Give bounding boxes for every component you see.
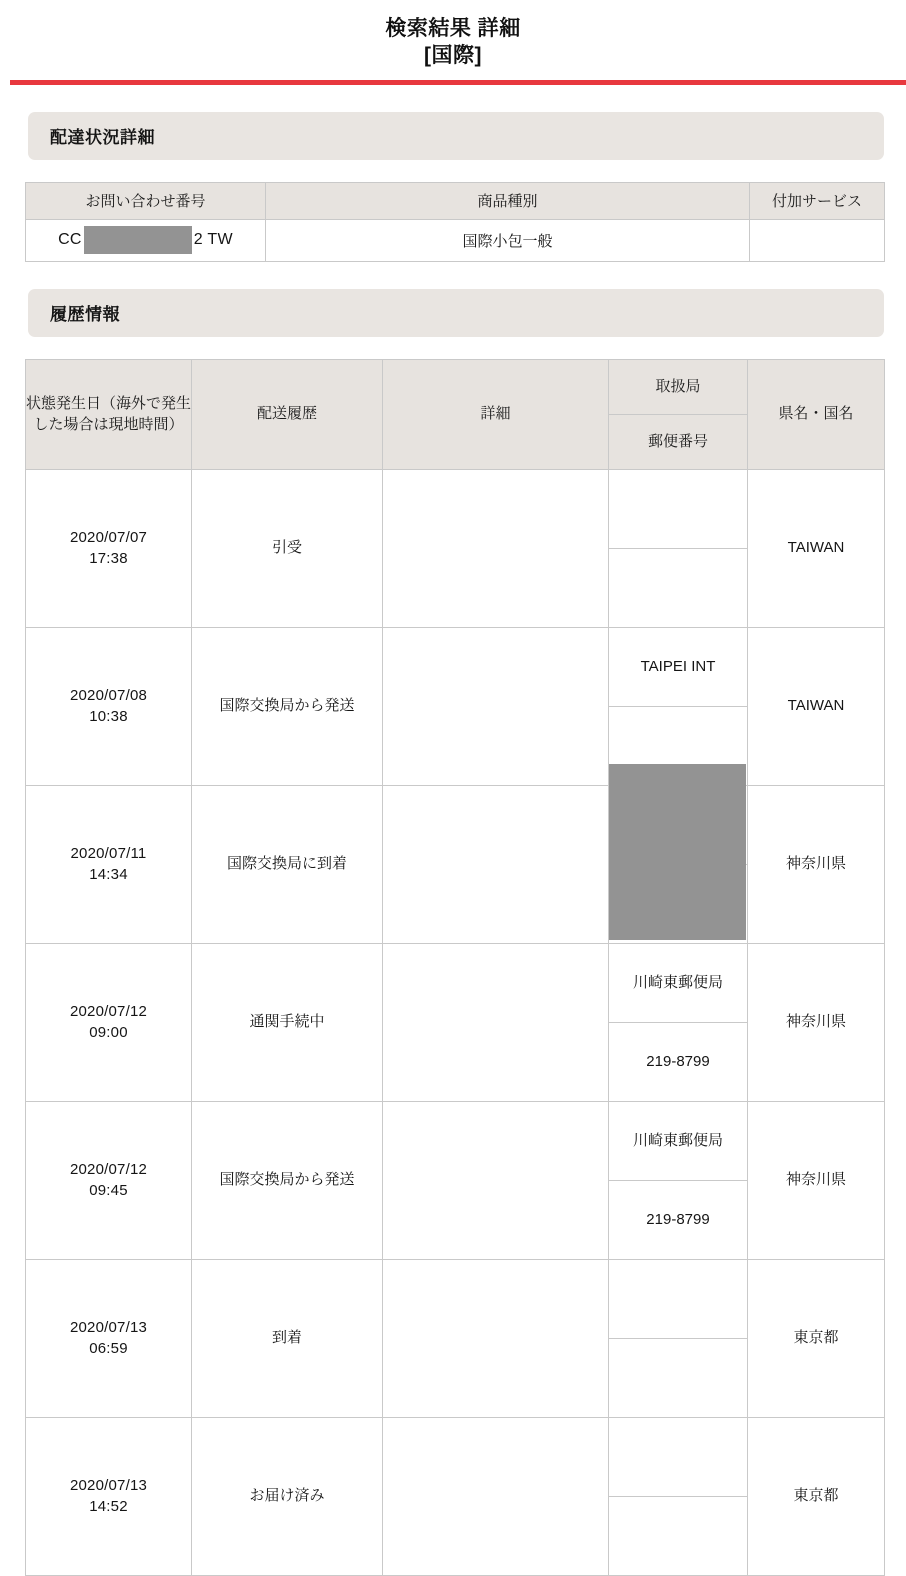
table-row bbox=[26, 1259, 885, 1417]
cell-delivery-history: 通関手続中 bbox=[192, 943, 383, 1101]
event-time: 17:38 bbox=[89, 550, 128, 568]
event-time: 09:00 bbox=[89, 1024, 128, 1042]
section-header-history-label: 履歴情報 bbox=[50, 305, 120, 325]
cell-region: 神奈川県 bbox=[748, 1101, 885, 1259]
event-date: 2020/07/08 bbox=[69, 686, 148, 704]
cell-region: TAIWAN bbox=[748, 627, 885, 785]
table-row bbox=[26, 785, 885, 943]
postal-code bbox=[609, 548, 747, 627]
postal-code: 219-8799 bbox=[646, 1052, 710, 1070]
cell-event-date bbox=[26, 1101, 192, 1259]
column-header-office: 取扱局 bbox=[609, 359, 748, 414]
column-header-detail: 詳細 bbox=[383, 359, 609, 469]
office-name bbox=[609, 470, 747, 549]
cell-region: 神奈川県 bbox=[748, 943, 885, 1101]
redaction-box-tracking-number bbox=[84, 226, 192, 254]
postal-code bbox=[609, 1496, 747, 1575]
cell-delivery-history: 引受 bbox=[192, 469, 383, 627]
tracking-number-prefix: CC bbox=[58, 231, 82, 249]
section-header-history bbox=[28, 289, 884, 337]
cell-delivery-history: 国際交換局から発送 bbox=[192, 1101, 383, 1259]
cell-delivery-history: 国際交換局から発送 bbox=[192, 627, 383, 785]
event-time: 14:52 bbox=[89, 1498, 128, 1516]
section-header-delivery-status bbox=[28, 112, 884, 160]
cell-region: TAIWAN bbox=[748, 469, 885, 627]
cell-detail bbox=[383, 1417, 609, 1575]
column-header-event-date: 状態発生日（海外で発生した場合は現地時間） bbox=[26, 359, 192, 469]
cell-office bbox=[609, 627, 748, 785]
column-header-tracking-number: お問い合わせ番号 bbox=[26, 182, 266, 219]
column-header-region: 県名・国名 bbox=[748, 359, 885, 469]
event-date: 2020/07/13 bbox=[69, 1318, 148, 1336]
cell-detail bbox=[383, 1259, 609, 1417]
page-title bbox=[0, 0, 906, 70]
event-time: 06:59 bbox=[89, 1340, 128, 1358]
table-row bbox=[26, 219, 885, 261]
cell-event-date bbox=[26, 627, 192, 785]
tracking-number-value bbox=[58, 226, 233, 254]
event-date: 2020/07/07 bbox=[69, 528, 148, 546]
delivery-status-table-wrap bbox=[25, 182, 906, 262]
cell-region: 東京都 bbox=[748, 1417, 885, 1575]
table-row bbox=[26, 627, 885, 785]
cell-event-date bbox=[26, 1417, 192, 1575]
event-date: 2020/07/12 bbox=[69, 1160, 148, 1178]
cell-tracking-number bbox=[26, 219, 266, 261]
section-header-delivery-status-label: 配達状況詳細 bbox=[50, 128, 155, 148]
column-header-postal-code: 郵便番号 bbox=[609, 414, 748, 469]
office-name: 川崎東郵便局 bbox=[609, 944, 747, 1023]
event-time: 09:45 bbox=[89, 1182, 128, 1200]
cell-office bbox=[609, 943, 748, 1101]
column-header-item-type: 商品種別 bbox=[266, 182, 750, 219]
cell-event-date bbox=[26, 1259, 192, 1417]
event-date: 2020/07/12 bbox=[69, 1002, 148, 1020]
cell-detail bbox=[383, 785, 609, 943]
table-row bbox=[26, 943, 885, 1101]
cell-region: 東京都 bbox=[748, 1259, 885, 1417]
accent-rule bbox=[10, 80, 906, 85]
page-title-sub: [国際] bbox=[424, 43, 482, 67]
cell-event-date bbox=[26, 469, 192, 627]
office-split-table bbox=[609, 1260, 747, 1417]
page-title-main: 検索結果 詳細 bbox=[385, 17, 521, 40]
cell-detail bbox=[383, 627, 609, 785]
cell-detail bbox=[383, 1101, 609, 1259]
cell-delivery-history: 到着 bbox=[192, 1259, 383, 1417]
cell-detail bbox=[383, 469, 609, 627]
cell-extra-service bbox=[750, 219, 885, 261]
event-time: 14:34 bbox=[89, 866, 128, 884]
column-header-delivery-history: 配送履歴 bbox=[192, 359, 383, 469]
cell-region: 神奈川県 bbox=[748, 785, 885, 943]
table-header-row bbox=[26, 182, 885, 219]
office-split-table bbox=[609, 470, 747, 627]
cell-detail bbox=[383, 943, 609, 1101]
office-split-table bbox=[609, 628, 747, 785]
table-row bbox=[26, 1101, 885, 1259]
cell-delivery-history: お届け済み bbox=[192, 1417, 383, 1575]
office-split-table bbox=[609, 1418, 747, 1575]
office-split-table bbox=[609, 1102, 747, 1259]
event-time: 10:38 bbox=[89, 708, 128, 726]
office-split-table bbox=[609, 944, 747, 1101]
office-name bbox=[609, 1418, 747, 1497]
office-name: 川崎東郵便局 bbox=[609, 1102, 747, 1181]
table-row bbox=[26, 469, 885, 627]
redaction-box-office-column bbox=[609, 764, 746, 940]
column-header-extra-service: 付加サービス bbox=[750, 182, 885, 219]
cell-office bbox=[609, 1259, 748, 1417]
postal-code: 219-8799 bbox=[646, 1210, 710, 1228]
table-row bbox=[26, 1417, 885, 1575]
delivery-status-table bbox=[25, 182, 885, 262]
table-header-row bbox=[26, 359, 885, 414]
event-date: 2020/07/13 bbox=[69, 1476, 148, 1494]
cell-delivery-history: 国際交換局に到着 bbox=[192, 785, 383, 943]
tracking-number-suffix: 2 TW bbox=[193, 231, 233, 249]
history-table bbox=[25, 359, 885, 1576]
history-table-body bbox=[26, 469, 885, 1575]
cell-office bbox=[609, 1101, 748, 1259]
cell-item-type: 国際小包一般 bbox=[266, 219, 750, 261]
event-date: 2020/07/11 bbox=[70, 844, 147, 862]
history-table-wrap bbox=[25, 359, 906, 1576]
office-name: TAIPEI INT bbox=[609, 628, 747, 707]
cell-event-date bbox=[26, 943, 192, 1101]
postal-code bbox=[609, 1338, 747, 1417]
cell-office bbox=[609, 1417, 748, 1575]
office-name bbox=[609, 1260, 747, 1339]
cell-event-date bbox=[26, 785, 192, 943]
cell-office bbox=[609, 469, 748, 627]
